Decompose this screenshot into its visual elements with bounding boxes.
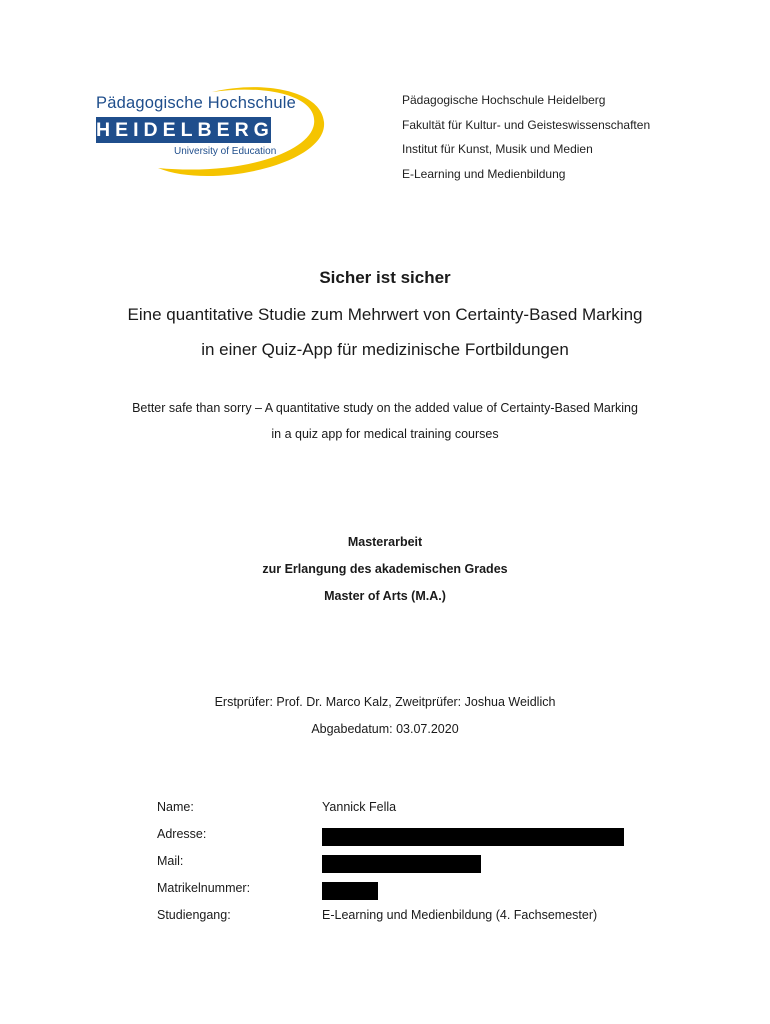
thesis-title: Sicher ist sicher [319, 268, 451, 287]
program-value: E-Learning und Medienbildung (4. Fachsemester) [322, 908, 598, 922]
institution-department: E-Learning und Medienbildung [402, 166, 566, 181]
logo-text-top: Pädagogische Hochschule [96, 94, 296, 112]
university-logo [92, 86, 328, 182]
institution-block [402, 88, 650, 186]
mail-label: Mail: [157, 854, 184, 868]
mail-redaction [322, 855, 481, 873]
thesis-purpose: zur Erlangung des akademischen Grades [262, 562, 508, 576]
institution-university: Pädagogische Hochschule Heidelberg [402, 93, 606, 107]
english-title-line-1: Better safe than sorry – A quantitative study on the added value of Certainty-Based Marking [132, 401, 638, 415]
name-label: Name: [157, 800, 194, 814]
english-title-line-2: in a quiz app for medical training courses [271, 427, 499, 441]
matrikel-redaction [322, 882, 378, 900]
submission-date: Abgabedatum: 03.07.2020 [311, 722, 459, 736]
logo-text-tagline: University of Education [174, 146, 277, 157]
thesis-subtitle-line-2: in einer Quiz-App für medizinische Fortbildungen [201, 340, 569, 359]
address-label: Adresse: [157, 827, 207, 841]
thesis-subtitle-line-1: Eine quantitative Studie zum Mehrwert von Certainty-Based Marking [127, 305, 643, 324]
institution-institute: Institut für Kunst, Musik und Medien [402, 142, 593, 156]
examiners-line: Erstprüfer: Prof. Dr. Marco Kalz, Zweitprüfer: Joshua Weidlich [214, 695, 556, 709]
thesis-degree: Master of Arts (M.A.) [324, 589, 446, 603]
institution-faculty: Fakultät für Kultur- und Geisteswissenschaften [402, 117, 651, 132]
matrikel-label: Matrikelnummer: [157, 881, 251, 895]
address-redaction [322, 828, 624, 846]
logo-text-heidelberg: HEIDELBERG [96, 119, 274, 141]
name-value: Yannick Fella [322, 800, 397, 814]
program-label: Studiengang: [157, 908, 231, 922]
thesis-type: Masterarbeit [347, 535, 423, 549]
